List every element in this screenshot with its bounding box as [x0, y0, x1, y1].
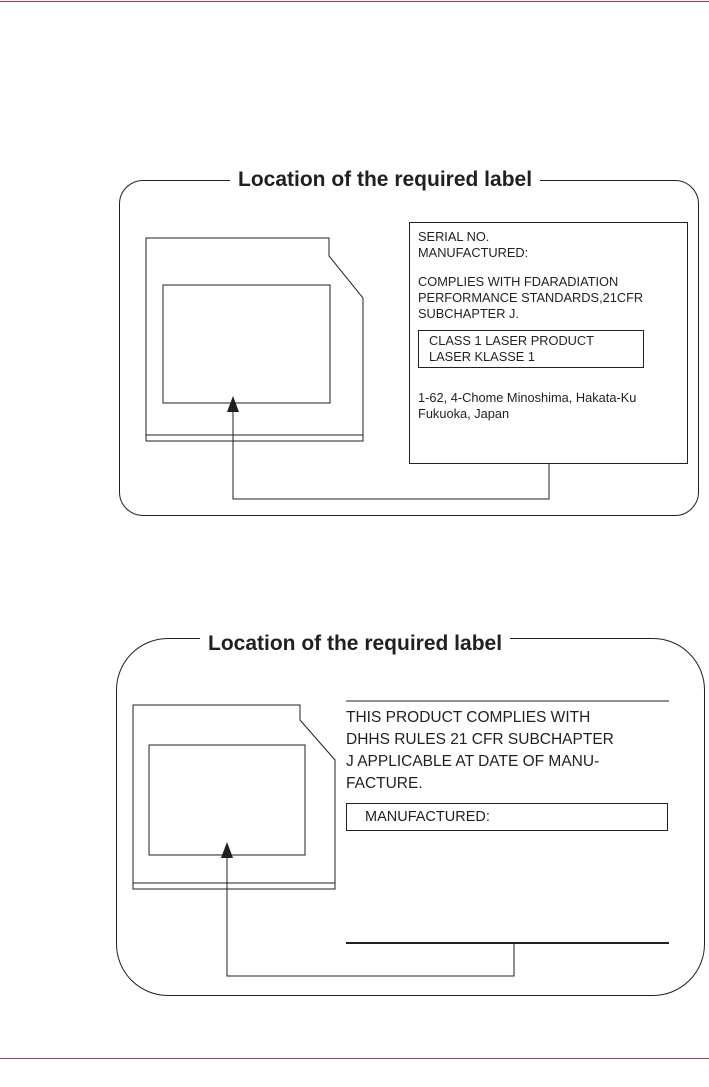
dhhs-compliance-line: J APPLICABLE AT DATE OF MANU-	[346, 753, 600, 770]
address-line: Fukuoka, Japan	[418, 406, 510, 421]
manufactured-text-top: MANUFACTURED:	[418, 245, 529, 260]
drive-label-area-bottom	[149, 745, 305, 855]
figure-title-top: Location of the required label	[230, 168, 540, 192]
compliance-line: COMPLIES WITH FDARADIATION	[418, 274, 619, 289]
serial-number-text: SERIAL NO.	[418, 229, 490, 244]
leader-line-bottom	[227, 852, 514, 976]
dhhs-compliance-line: FACTURE.	[346, 775, 423, 792]
address-line: 1-62, 4-Chome Minoshima, Hakata-Ku	[418, 390, 637, 405]
manufactured-box-bottom: MANUFACTURED:	[346, 803, 668, 831]
dhhs-compliance-line: DHHS RULES 21 CFR SUBCHAPTER	[346, 731, 614, 748]
compliance-line: PERFORMANCE STANDARDS,21CFR	[418, 290, 644, 305]
laser-class-line: LASER KLASSE 1	[429, 349, 535, 364]
compliance-line: SUBCHAPTER J.	[418, 306, 519, 321]
arrow-head-icon-bottom	[221, 842, 233, 858]
figure-title-bottom: Location of the required label	[200, 632, 510, 656]
laser-class-line: CLASS 1 LASER PRODUCT	[429, 333, 594, 348]
dhhs-compliance-line: THIS PRODUCT COMPLIES WITH	[346, 709, 591, 726]
